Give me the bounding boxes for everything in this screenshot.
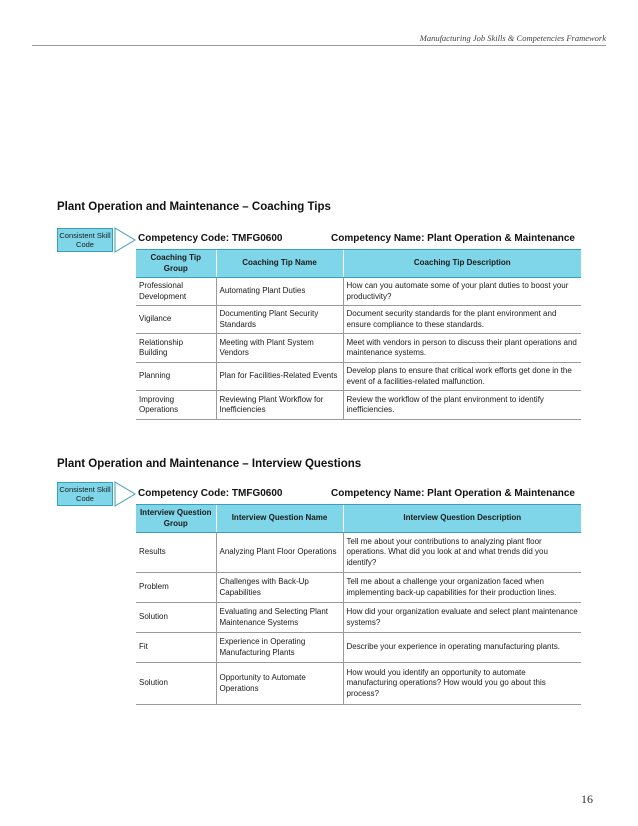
question-name: Opportunity to Automate Operations [216, 663, 343, 705]
question-description: Tell me about a challenge your organization faced when implementing back-up capabilities for their production lines. [343, 573, 581, 603]
table-row [136, 603, 581, 633]
tip-group: Relationship Building [136, 334, 216, 363]
interview-competency-row [138, 486, 579, 500]
interview-questions-table [136, 504, 581, 705]
question-description: Describe your experience in operating manufacturing plants. [343, 633, 581, 663]
table-row [136, 278, 581, 306]
tip-description: Document security standards for the plant environment and ensure compliance to these standards. [343, 306, 581, 334]
tip-description: Review the workflow of the plant environment to identify inefficiencies. [343, 391, 581, 420]
coaching-competency-row [138, 231, 579, 245]
arrow-right-icon [114, 481, 136, 507]
page-number: 16 [581, 792, 593, 806]
tip-description: Meet with vendors in person to discuss their plant operations and maintenance systems. [343, 334, 581, 363]
question-group: Problem [136, 573, 216, 603]
competency-name: Competency Name: Plant Operation & Maintenance [331, 232, 575, 244]
table-row [136, 391, 581, 420]
tip-description: How can you automate some of your plant duties to boost your productivity? [343, 278, 581, 306]
header-rule [32, 45, 606, 46]
question-name: Analyzing Plant Floor Operations [216, 533, 343, 573]
competency-name: Competency Name: Plant Operation & Maintenance [331, 487, 575, 499]
column-header: Coaching Tip Description [343, 250, 581, 278]
question-group: Fit [136, 633, 216, 663]
coaching-tips-table [136, 249, 581, 420]
question-group: Solution [136, 663, 216, 705]
question-description: How did your organization evaluate and select plant maintenance systems? [343, 603, 581, 633]
question-name: Challenges with Back-Up Capabilities [216, 573, 343, 603]
question-description: How would you identify an opportunity to automate manufacturing operations? How would you go about this process? [343, 663, 581, 705]
tip-name: Reviewing Plant Workflow for Inefficiencies [216, 391, 343, 420]
tip-name: Automating Plant Duties [216, 278, 343, 306]
table-row [136, 306, 581, 334]
table-row [136, 663, 581, 705]
column-header: Coaching Tip Name [216, 250, 343, 278]
table-row [136, 573, 581, 603]
table-row [136, 334, 581, 363]
tip-description: Develop plans to ensure that critical work efforts get done in the event of a facilities-related malfunction. [343, 363, 581, 391]
table-row [136, 633, 581, 663]
column-header: Interview Question Name [216, 505, 343, 533]
column-header: Interview Question Group [136, 505, 216, 533]
table-row [136, 533, 581, 573]
coaching-section-title: Plant Operation and Maintenance – Coaching Tips [57, 201, 331, 213]
arrow-right-icon [114, 227, 136, 253]
tip-name: Plan for Facilities-Related Events [216, 363, 343, 391]
column-header: Interview Question Description [343, 505, 581, 533]
tip-name: Meeting with Plant System Vendors [216, 334, 343, 363]
table-header-row [136, 505, 581, 533]
tip-group: Vigilance [136, 306, 216, 334]
tip-group: Planning [136, 363, 216, 391]
question-name: Experience in Operating Manufacturing Plants [216, 633, 343, 663]
question-name: Evaluating and Selecting Plant Maintenance Systems [216, 603, 343, 633]
table-row [136, 363, 581, 391]
column-header: Coaching Tip Group [136, 250, 216, 278]
tip-group: Improving Operations [136, 391, 216, 420]
competency-code: Competency Code: TMFG0600 [138, 232, 283, 244]
table-header-row [136, 250, 581, 278]
competency-code: Competency Code: TMFG0600 [138, 487, 283, 499]
tip-group: Professional Development [136, 278, 216, 306]
consistent-skill-code-box: Consistent Skill Code [57, 482, 113, 506]
interview-section-title: Plant Operation and Maintenance – Interview Questions [57, 458, 362, 470]
question-group: Solution [136, 603, 216, 633]
question-description: Tell me about your contributions to analyzing plant floor operations. What did you look at and what trends did you identify? [343, 533, 581, 573]
consistent-skill-code-box: Consistent Skill Code [57, 228, 113, 252]
running-header: Manufacturing Job Skills & Competencies Framework [419, 33, 606, 43]
question-group: Results [136, 533, 216, 573]
tip-name: Documenting Plant Security Standards [216, 306, 343, 334]
